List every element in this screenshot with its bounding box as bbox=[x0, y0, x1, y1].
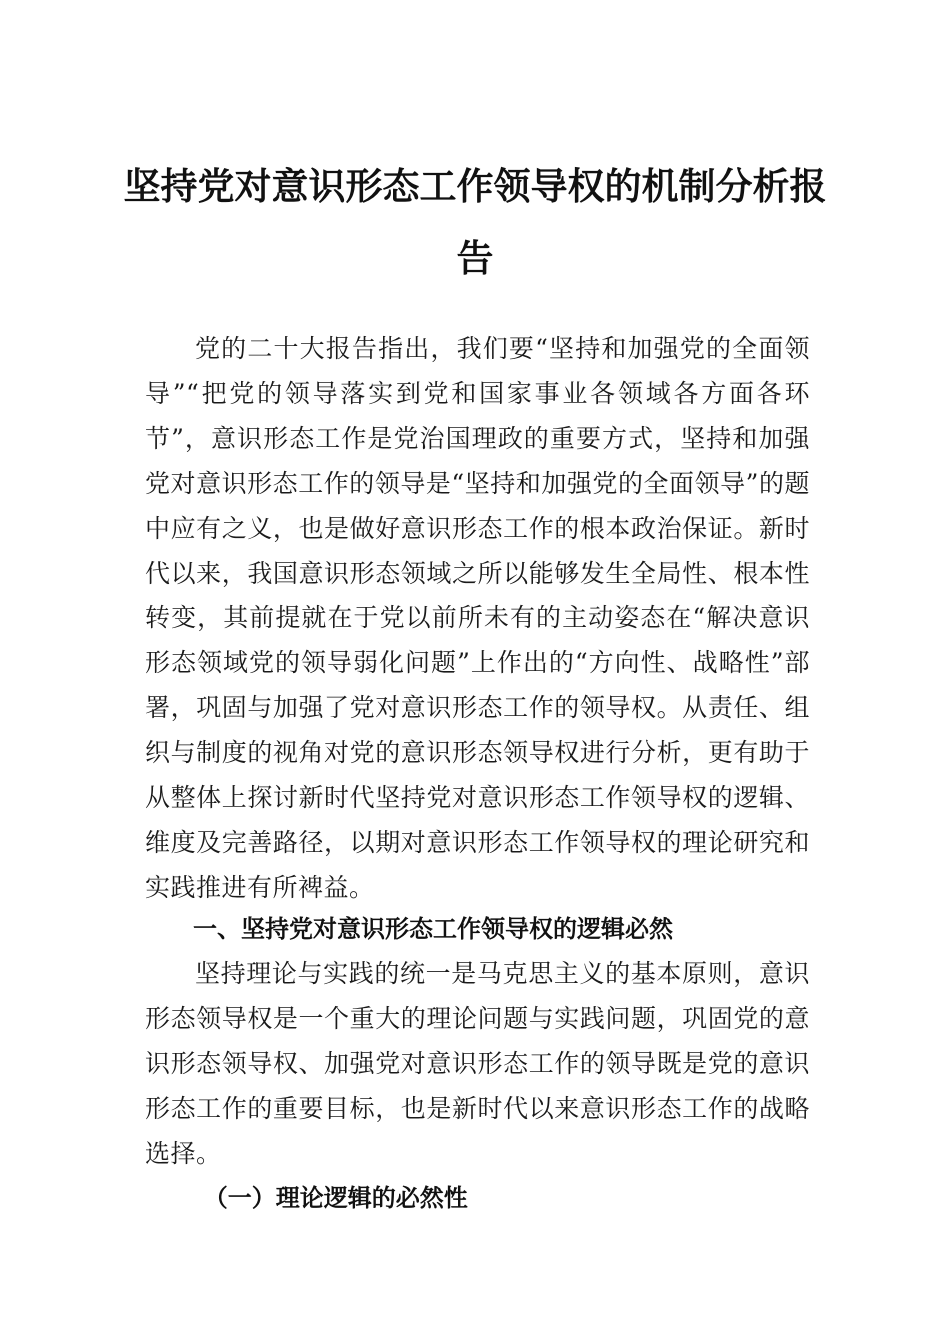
section-paragraph: 坚持理论与实践的统一是马克思主义的基本原则，意识形态领导权是一个重大的理论问题与实践问题，巩固党的意识形态领导权、加强党对意识形态工作的领导既是党的意识形态工作的重要目标，也是新时代以来意识形态工作的战略选择。 bbox=[145, 959, 810, 1168]
document-title: 坚持党对意识形态工作领导权的机制分析报告 bbox=[123, 164, 827, 280]
intro-paragraph: 党的二十大报告指出，我们要“坚持和加强党的全面领导”“把党的领导落实到党和国家事业各领域各方面各环节”，意识形态工作是党治国理政的重要方式，坚持和加强党对意识形态工作的领导是“坚持和加强党的全面领导”的题中应有之义，也是做好意识形态工作的根本政治保证。新时代以来，我国意识形态领域之所以能够发生全局性、根本性转变，其前提就在于党以前所未有的主动姿态在“解决意识形态领域党的领导弱化问题”上作出的“方向性、战略性”部署，巩固与加强了党对意识形态工作的领导权。从责任、组织与制度的视角对党的意识形态领导权进行分析，更有助于从整体上探讨新时代坚持党对意识形态工作领导权的逻辑、维度及完善路径，以期对意识形态工作领导权的理论研究和实践推进有所裨益。 bbox=[145, 334, 810, 902]
subsection-heading: （一）理论逻辑的必然性 bbox=[203, 1183, 468, 1212]
section-heading: 一、坚持党对意识形态工作领导权的逻辑必然 bbox=[193, 915, 673, 943]
